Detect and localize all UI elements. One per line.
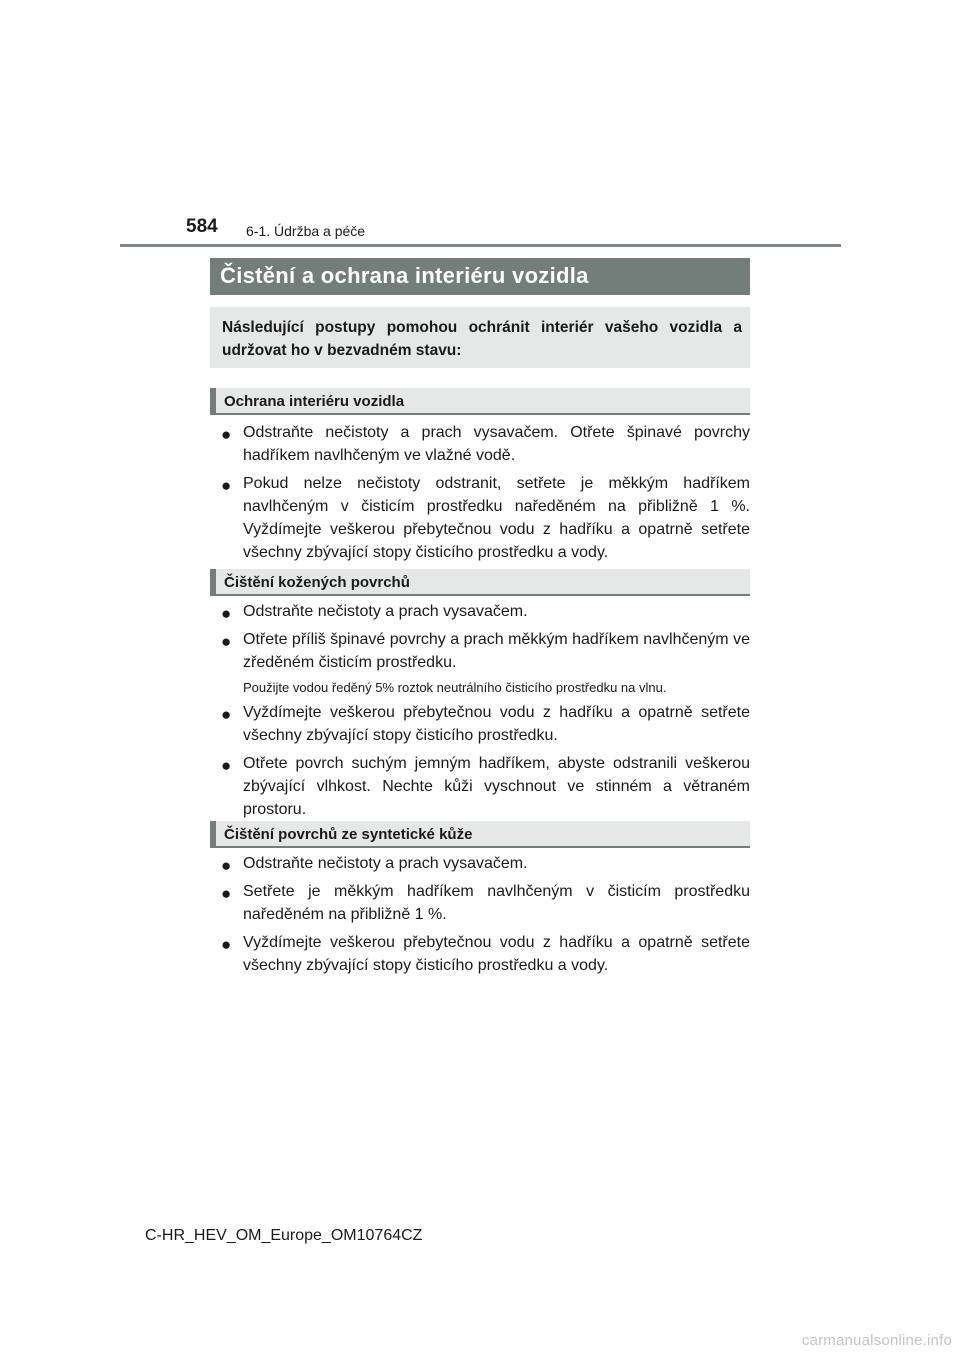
bullet-list-synthetic-leather <box>221 852 750 982</box>
bullet-list-interior-protection <box>221 421 750 569</box>
page-title: Čistění a ochrana interiéru vozidla <box>210 258 750 295</box>
bullet-icon: ● <box>221 425 232 444</box>
page-number: 584 <box>186 216 218 237</box>
list-item-text: Odstraňte nečistoty a prach vysavačem. <box>243 603 528 620</box>
bullet-icon: ● <box>221 935 232 954</box>
header-divider <box>120 244 841 247</box>
list-item <box>221 752 750 821</box>
list-item-text: Otřete příliš špinavé povrchy a prach měkkým hadříkem navlhčeným ve zředěném čisticím prostředku. <box>243 631 750 671</box>
list-item-text: Vyždímejte veškerou přebytečnou vodu z hadříku a opatrně setřete všechny zbývající stopy čisticího prostředku. <box>243 704 750 744</box>
bullet-icon: ● <box>221 856 232 875</box>
bullet-icon: ● <box>221 884 232 903</box>
list-item <box>221 931 750 977</box>
list-item <box>221 472 750 564</box>
bullet-icon: ● <box>221 476 232 495</box>
list-item-text: Otřete povrch suchým jemným hadříkem, abyste odstranili veškerou zbývající vlhkost. Nechte kůži vyschnout ve stinném a větraném prostoru. <box>243 755 750 818</box>
list-item <box>221 701 750 747</box>
bullet-icon: ● <box>221 632 232 651</box>
list-item-text: Setřete je měkkým hadříkem navlhčeným v čisticím prostředku naředěném na přibližně 1 %. <box>243 883 750 923</box>
intro-text: Následující postupy pomohou ochránit interiér vašeho vozidla a udržovat ho v bezvadném stavu: <box>210 307 750 368</box>
note-text: Použijte vodou ředěný 5% roztok neutrálního čisticího prostředku na vlnu. <box>243 680 667 695</box>
bullet-list-leather-cleaning <box>221 600 750 826</box>
list-item-text: Pokud nelze nečistoty odstranit, setřete je měkkým hadříkem navlhčeným v čisticím prostředku naředěném na přibližně 1 %. Vyždímejte veškerou přebytečnou vodu z hadříku a opatrně setřete všechny zbývající stopy čisticího prostředku a vody. <box>243 475 750 561</box>
subheading-leather-cleaning: Čištění kožených povrchů <box>210 569 750 596</box>
bullet-icon: ● <box>221 756 232 775</box>
list-item-text: Vyždímejte veškerou přebytečnou vodu z hadříku a opatrně setřete všechny zbývající stopy čisticího prostředku a vody. <box>243 934 750 974</box>
list-item-text: Odstraňte nečistoty a prach vysavačem. <box>243 855 528 872</box>
list-item <box>221 421 750 467</box>
list-item <box>221 628 750 674</box>
watermark: carmanualsonline.info <box>801 1332 952 1349</box>
list-item-text: Odstraňte nečistoty a prach vysavačem. Otřete špinavé povrchy hadříkem navlhčeným ve vlažné vodě. <box>243 424 750 464</box>
subheading-interior-protection: Ochrana interiéru vozidla <box>210 388 750 415</box>
bullet-icon: ● <box>221 604 232 623</box>
list-item <box>221 852 750 875</box>
section-label: 6-1. Údržba a péče <box>246 223 366 239</box>
subheading-synthetic-leather: Čištění povrchů ze syntetické kůže <box>210 821 750 848</box>
list-item <box>221 880 750 926</box>
document-code-footer: C-HR_HEV_OM_Europe_OM10764CZ <box>145 1227 423 1244</box>
bullet-icon: ● <box>221 705 232 724</box>
list-item <box>221 600 750 623</box>
